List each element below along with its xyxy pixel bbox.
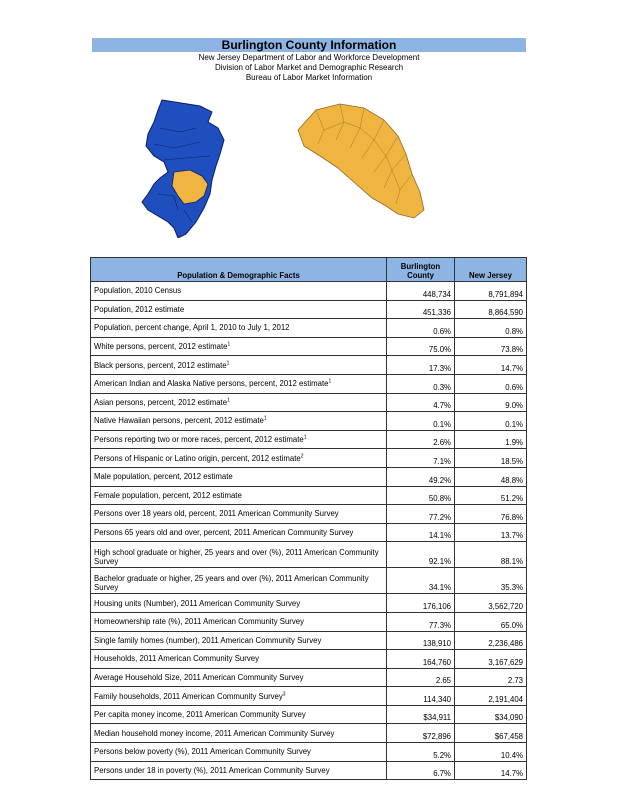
fact-label-cell <box>91 724 387 743</box>
fact-label: Black persons, percent, 2012 estimate <box>94 360 227 370</box>
county-value: 2.65 <box>387 668 455 687</box>
state-value: 0.1% <box>455 412 527 431</box>
state-value: 8,864,590 <box>455 300 527 319</box>
footnote-marker: 1 <box>263 415 267 422</box>
fact-label: Housing units (Number), 2011 American Community Survey <box>94 598 301 608</box>
county-value: 2.6% <box>387 430 455 449</box>
table-row <box>91 612 527 631</box>
fact-label: Persons reporting two or more races, percent, 2012 estimate <box>94 435 304 445</box>
fact-label: White persons, percent, 2012 estimate <box>94 342 228 352</box>
state-value: 35.3% <box>455 568 527 594</box>
table-row <box>91 282 527 301</box>
fact-label: Asian persons, percent, 2012 estimate <box>94 397 228 407</box>
table-header-row <box>91 258 527 282</box>
table-row <box>91 761 527 780</box>
state-value: 18.5% <box>455 449 527 468</box>
fact-label-cell <box>91 687 387 706</box>
county-value: $72,896 <box>387 724 455 743</box>
county-value: 77.3% <box>387 612 455 631</box>
county-value: 164,760 <box>387 650 455 669</box>
county-value: 451,336 <box>387 300 455 319</box>
fact-label-cell <box>91 542 387 568</box>
fact-label-cell <box>91 282 387 301</box>
table-row <box>91 449 527 468</box>
demographic-facts-table <box>90 257 527 780</box>
page-title: Burlington County Information <box>92 38 526 52</box>
footnote-marker: 3 <box>282 690 286 697</box>
county-value: 114,340 <box>387 687 455 706</box>
state-value: 0.6% <box>455 374 527 393</box>
fact-label-cell <box>91 505 387 524</box>
state-value: 65.0% <box>455 612 527 631</box>
fact-label: Persons below poverty (%), 2011 American Community Survey <box>94 747 311 757</box>
fact-label-cell <box>91 650 387 669</box>
fact-label-cell <box>91 319 387 338</box>
state-value: 76.8% <box>455 505 527 524</box>
table-row <box>91 743 527 762</box>
burlington-county-outline <box>298 104 424 218</box>
footnote-marker: 1 <box>227 397 230 404</box>
fact-label: High school graduate or higher, 25 years and over (%), 2011 American Community Survey <box>94 548 379 567</box>
county-value: 176,106 <box>387 594 455 613</box>
fact-label-cell <box>91 449 387 468</box>
table-row <box>91 467 527 486</box>
burlington-county-map <box>288 100 426 224</box>
state-value: 10.4% <box>455 743 527 762</box>
county-value: 92.1% <box>387 542 455 568</box>
fact-label: Single family homes (number), 2011 American Community Survey <box>94 635 322 645</box>
state-value: 14.7% <box>455 356 527 375</box>
county-value: 6.7% <box>387 761 455 780</box>
table-row <box>91 486 527 505</box>
state-value: 88.1% <box>455 542 527 568</box>
footnote-marker: 1 <box>226 360 230 367</box>
table-row <box>91 505 527 524</box>
department-line: New Jersey Department of Labor and Workforce Development <box>198 53 420 62</box>
fact-label-cell <box>91 393 387 412</box>
state-value: $67,458 <box>455 724 527 743</box>
table-row <box>91 668 527 687</box>
fact-label: Persons over 18 years old, percent, 2011 American Community Survey <box>94 509 339 519</box>
county-value: 0.3% <box>387 374 455 393</box>
fact-label-cell <box>91 631 387 650</box>
table-row <box>91 568 527 594</box>
table-row <box>91 650 527 669</box>
fact-label: Persons under 18 in poverty (%), 2011 American Community Survey <box>94 765 330 775</box>
county-value: 49.2% <box>387 467 455 486</box>
fact-label-cell <box>91 300 387 319</box>
column-header-fact: Population & Demographic Facts <box>91 258 387 282</box>
fact-label: Bachelor graduate or higher, 25 years and over (%), 2011 American Community Survey <box>94 574 369 593</box>
fact-label-cell <box>91 761 387 780</box>
fact-label: Family households, 2011 American Community Survey <box>94 691 283 701</box>
state-value: 51.2% <box>455 486 527 505</box>
column-header-state: New Jersey <box>455 258 527 282</box>
fact-label-cell <box>91 523 387 542</box>
state-value: 1.9% <box>455 430 527 449</box>
fact-label: Homeownership rate (%), 2011 American Community Survey <box>94 617 305 627</box>
state-value: 73.8% <box>455 337 527 356</box>
state-value: 8,791,894 <box>455 282 527 301</box>
county-value: 4.7% <box>387 393 455 412</box>
county-value: 138,910 <box>387 631 455 650</box>
footnote-marker: 1 <box>227 341 231 348</box>
county-value: 448,734 <box>387 282 455 301</box>
fact-label-cell <box>91 337 387 356</box>
county-value: 77.2% <box>387 505 455 524</box>
table-row <box>91 724 527 743</box>
table-row <box>91 374 527 393</box>
county-value: $34,911 <box>387 705 455 724</box>
fact-label-cell <box>91 568 387 594</box>
footnote-marker: 1 <box>303 434 307 441</box>
county-value: 0.1% <box>387 412 455 431</box>
state-value: 13.7% <box>455 523 527 542</box>
table-row <box>91 337 527 356</box>
table-row <box>91 687 527 706</box>
county-value: 17.3% <box>387 356 455 375</box>
fact-label-cell <box>91 374 387 393</box>
fact-label: Population, percent change, April 1, 2010 to July 1, 2012 <box>94 323 290 333</box>
fact-label: Population, 2010 Census <box>94 286 182 296</box>
table-row <box>91 356 527 375</box>
state-value: 0.8% <box>455 319 527 338</box>
fact-label: Female population, percent, 2012 estimate <box>94 490 242 500</box>
fact-label: Native Hawaiian persons, percent, 2012 estimate <box>94 416 264 426</box>
fact-label-cell <box>91 467 387 486</box>
fact-label: Persons 65 years old and over, percent, 2011 American Community Survey <box>94 528 354 538</box>
table-row <box>91 412 527 431</box>
fact-label-cell <box>91 743 387 762</box>
county-value: 14.1% <box>387 523 455 542</box>
fact-label: Population, 2012 estimate <box>94 304 185 314</box>
table-row <box>91 705 527 724</box>
fact-label-cell <box>91 356 387 375</box>
county-value: 5.2% <box>387 743 455 762</box>
fact-label: Median household money income, 2011 American Community Survey <box>94 728 335 738</box>
state-value: 2,236,486 <box>455 631 527 650</box>
table-row <box>91 523 527 542</box>
fact-label-cell <box>91 486 387 505</box>
fact-label: Persons of Hispanic or Latino origin, percent, 2012 estimate <box>94 453 301 463</box>
state-value: 9.0% <box>455 393 527 412</box>
state-value: $34,090 <box>455 705 527 724</box>
table-row <box>91 542 527 568</box>
table-row <box>91 430 527 449</box>
new-jersey-outline <box>142 100 224 238</box>
fact-label-cell <box>91 612 387 631</box>
fact-label-cell <box>91 594 387 613</box>
fact-label: Average Household Size, 2011 American Community Survey <box>94 672 304 682</box>
county-value: 0.6% <box>387 319 455 338</box>
new-jersey-state-map <box>140 98 230 238</box>
table-row <box>91 393 527 412</box>
fact-label-cell <box>91 668 387 687</box>
bureau-line: Bureau of Labor Market Information <box>245 73 373 82</box>
table-row <box>91 319 527 338</box>
fact-label-cell <box>91 705 387 724</box>
fact-label-cell <box>91 430 387 449</box>
county-value: 7.1% <box>387 449 455 468</box>
table-row <box>91 300 527 319</box>
fact-label: Male population, percent, 2012 estimate <box>94 472 233 482</box>
footnote-marker: 1 <box>328 378 332 385</box>
division-line: Division of Labor Market and Demographic Research <box>214 63 404 72</box>
table-row <box>91 594 527 613</box>
state-value: 2.73 <box>455 668 527 687</box>
fact-label: Per capita money income, 2011 American Community Survey <box>94 710 306 720</box>
state-value: 14.7% <box>455 761 527 780</box>
footnote-marker: 2 <box>300 453 304 460</box>
state-value: 2,191,404 <box>455 687 527 706</box>
table-row <box>91 631 527 650</box>
county-value: 34.1% <box>387 568 455 594</box>
column-header-county: Burlington County <box>387 258 455 282</box>
fact-label-cell <box>91 412 387 431</box>
county-value: 50.8% <box>387 486 455 505</box>
county-value: 75.0% <box>387 337 455 356</box>
fact-label: American Indian and Alaska Native persons, percent, 2012 estimate <box>94 379 329 389</box>
state-value: 3,562,720 <box>455 594 527 613</box>
fact-label: Households, 2011 American Community Survey <box>94 654 259 664</box>
state-value: 3,167,629 <box>455 650 527 669</box>
state-value: 48.8% <box>455 467 527 486</box>
